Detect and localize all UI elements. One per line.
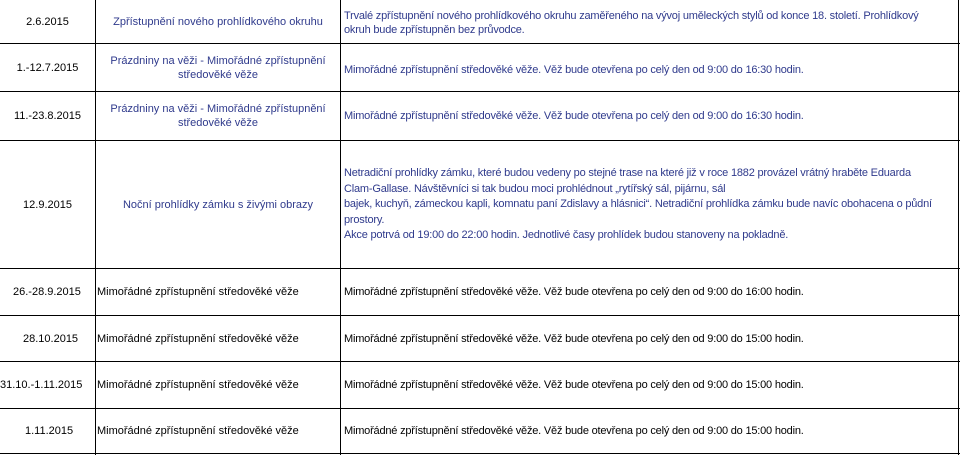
description-cell xyxy=(344,9,956,37)
table-border-right xyxy=(958,0,959,455)
date-text: 1.-12.7.2015 xyxy=(16,61,79,74)
date-cell xyxy=(0,0,95,43)
event-text: Zpřístupnění nového prohlídkového okruhu xyxy=(113,15,323,28)
description-text: Mimořádné zpřístupnění středověké věže. Věž bude otevřena po celý den od 9:00 do 15:00 hodin. xyxy=(344,425,804,437)
event-cell xyxy=(97,269,339,315)
event-cell xyxy=(104,92,332,140)
date-text: 11.-23.8.2015 xyxy=(13,110,82,122)
date-cell xyxy=(0,141,95,268)
date-text: 1.11.2015 xyxy=(25,425,74,437)
description-line: bajek, kuchyň, zámeckou kapli, komnatu paní Zdislavy a hlásnici“. Netradiční prohlídka zámku bude navíc obohacena o půdní xyxy=(344,198,932,210)
column-divider xyxy=(340,0,341,455)
date-cell xyxy=(25,409,95,453)
event-cell xyxy=(96,141,340,268)
description-line: Netradiční prohlídky zámku, které budou vedeny po stejné trase na které již v roce 1882 provázel vrátný hraběte Eduarda xyxy=(344,167,911,179)
description-cell xyxy=(344,362,956,408)
description-cell xyxy=(344,44,956,95)
description-text: Mimořádné zpřístupnění středověké věže. Věž bude otevřena po celý den od 9:00 do 15:00 hodin. xyxy=(344,332,804,345)
description-line: okruh bude zpřístupněn bez průvodce. xyxy=(344,24,525,36)
description-text: Mimořádné zpřístupnění středověké věže. Věž bude otevřena po celý den od 9:00 do 16:00 hodin. xyxy=(344,286,804,298)
description-text: Mimořádné zpřístupnění středověké věže. Věž bude otevřena po celý den od 9:00 do 15:00 hodin. xyxy=(344,379,804,391)
date-cell xyxy=(0,92,95,140)
table-border-bottom xyxy=(0,453,960,454)
date-text: 26.-28.9.2015 xyxy=(13,286,81,298)
event-cell xyxy=(97,362,339,408)
event-text: Noční prohlídky zámku s živými obrazy xyxy=(122,198,314,211)
event-text: Mimořádné zpřístupnění středověké věže xyxy=(97,379,299,391)
event-text: Prázdniny na věži - Mimořádné zpřístupnění středověké věže xyxy=(110,54,326,81)
event-cell xyxy=(104,44,332,91)
description-line: Trvalé zpřístupnění nového prohlídkového okruhu zaměřeného na vývoj uměleckých stylů od konce 18. století. Prohlídkový xyxy=(344,10,919,22)
date-cell xyxy=(0,44,95,91)
event-text: Mimořádné zpřístupnění středověké věže xyxy=(97,332,299,345)
description-text: Mimořádné zpřístupnění středověké věže. Věž bude otevřena po celý den od 9:00 do 16:30 hodin. xyxy=(344,110,804,122)
description-line: prostory. xyxy=(344,213,385,226)
event-cell xyxy=(97,409,339,453)
description-cell xyxy=(344,316,956,361)
date-cell xyxy=(13,269,95,315)
description-line: Clam-Gallase. Návštěvníci si tak budou moci prohlédnout „rytířský sál, pijárnu, sál xyxy=(344,182,726,195)
date-text: 12.9.2015 xyxy=(23,198,72,211)
date-text: 31.10.-1.11.2015 xyxy=(0,379,83,391)
date-cell xyxy=(0,362,95,408)
event-cell xyxy=(96,0,340,43)
description-text: Mimořádné zpřístupnění středověké věže. Věž bude otevřena po celý den od 9:00 do 16:30 hodin. xyxy=(344,63,804,76)
description-cell xyxy=(344,92,956,140)
event-text: Mimořádné zpřístupnění středověké věže xyxy=(97,425,299,437)
description-cell xyxy=(344,166,956,244)
description-cell xyxy=(344,269,956,315)
event-text: Prázdniny na věži - Mimořádné zpřístupnění středověké věže xyxy=(110,103,326,129)
date-text: 2.6.2015 xyxy=(26,15,69,28)
description-cell xyxy=(344,409,956,453)
date-text: 28.10.2015 xyxy=(23,332,79,345)
date-cell xyxy=(23,316,95,361)
description-line: Akce potrvá od 19:00 do 22:00 hodin. Jednotlivé časy prohlídek budou stanoveny na pokladně. xyxy=(344,229,789,241)
event-cell xyxy=(97,316,339,361)
event-text: Mimořádné zpřístupnění středověké věže xyxy=(97,286,299,298)
